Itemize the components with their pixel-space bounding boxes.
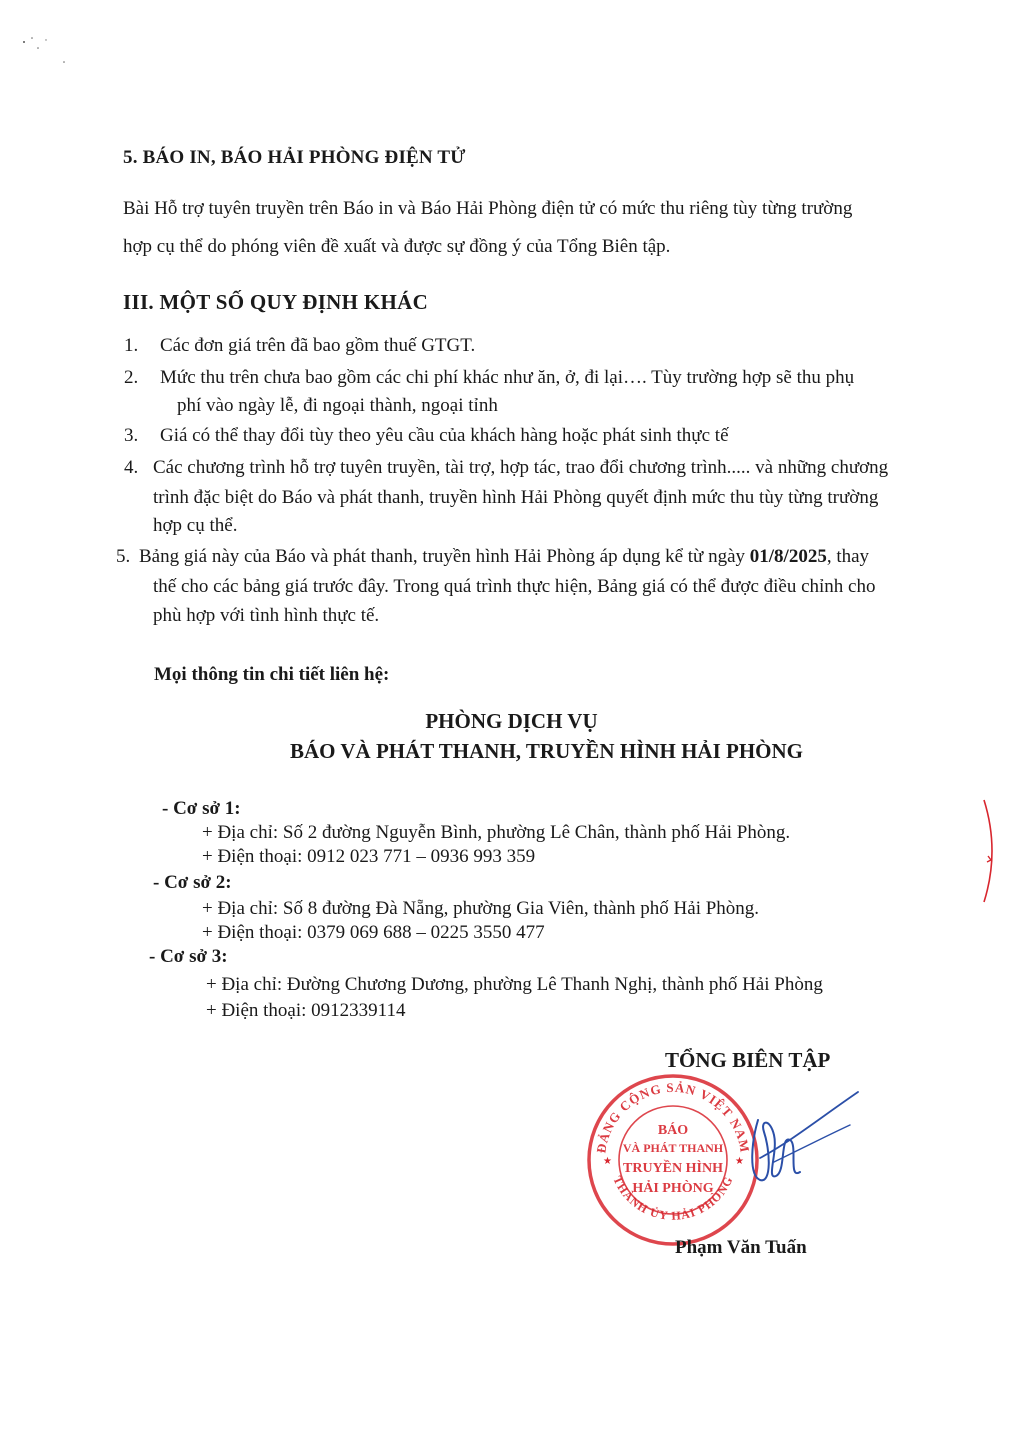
list-item-text: Các chương trình hỗ trợ tuyên truyền, tài trợ, hợp tác, trao đổi chương trình..... và những chương (153, 457, 889, 478)
section-5-line-2: hợp cụ thể do phóng viên đề xuất và được sự đồng ý của Tổng Biên tập. (123, 236, 671, 257)
effective-date: 01/8/2025 (749, 546, 827, 567)
list-item-text: phí vào ngày lễ, đi ngoại thành, ngoại tỉnh (177, 395, 498, 416)
contact-heading: Mọi thông tin chi tiết liên hệ: (154, 664, 390, 685)
site-label: - Cơ sở 3: (149, 946, 228, 967)
list-item-text: Mức thu trên chưa bao gồm các chi phí khác như ăn, ở, đi lại…. Tùy trường hợp sẽ thu phụ (160, 367, 855, 388)
section-5-line-1: Bài Hỗ trợ tuyên truyền trên Báo in và Báo Hải Phòng điện tử có mức thu riêng tùy từng trường (123, 198, 853, 219)
signer-name: Phạm Văn Tuấn (675, 1237, 807, 1258)
site-address: + Địa chỉ: Đường Chương Dương, phường Lê Thanh Nghị, thành phố Hải Phòng (206, 974, 823, 995)
list-item-text (139, 546, 869, 568)
list-item-text: phù hợp với tình hình thực tế. (153, 605, 380, 626)
handwritten-signature (700, 1080, 870, 1210)
list-item-number: 4. (124, 457, 139, 478)
svg-text:VÀ PHÁT THANH: VÀ PHÁT THANH (622, 1141, 724, 1155)
section-5-heading: 5. BÁO IN, BÁO HẢI PHÒNG ĐIỆN TỬ (123, 147, 466, 168)
list-item-number: 2. (124, 367, 139, 388)
svg-text:HẢI PHÒNG: HẢI PHÒNG (632, 1181, 714, 1196)
site-phone: + Điện thoại: 0912339114 (206, 1000, 406, 1021)
svg-text:THÀNH ỦY HẢI PHÒNG: THÀNH ỦY HẢI PHÒNG (610, 1173, 736, 1223)
section-3-heading: III. MỘT SỐ QUY ĐỊNH KHÁC (123, 290, 429, 314)
margin-mark (978, 796, 1008, 906)
signer-title: TỔNG BIÊN TẬP (665, 1048, 831, 1072)
site-phone: + Điện thoại: 0912 023 771 – 0936 993 359 (202, 846, 536, 867)
scan-specks (20, 34, 70, 74)
site-address: + Địa chỉ: Số 2 đường Nguyễn Bình, phường Lê Chân, thành phố Hải Phòng. (202, 822, 791, 843)
svg-text:ĐẢNG CỘNG SẢN VIỆT NAM: ĐẢNG CỘNG SẢN VIỆT NAM (593, 1079, 753, 1155)
site-phone: + Điện thoại: 0379 069 688 – 0225 3550 477 (202, 922, 545, 943)
svg-text:TRUYỀN HÌNH: TRUYỀN HÌNH (623, 1161, 723, 1176)
organization-title: BÁO VÀ PHÁT THANH, TRUYỀN HÌNH HẢI PHÒNG (289, 739, 803, 763)
list-item-text: hợp cụ thể. (153, 515, 238, 536)
list-item-number: 1. (124, 335, 139, 356)
list-item-text: thế cho các bảng giá trước đây. Trong quá trình thực hiện, Bảng giá có thể được điều chỉnh cho (153, 576, 876, 597)
site-label: - Cơ sở 1: (162, 798, 241, 819)
list-item-text: Các đơn giá trên đã bao gồm thuế GTGT. (160, 335, 476, 356)
list-item-text: Giá có thể thay đổi tùy theo yêu cầu của khách hàng hoặc phát sinh thực tế (160, 425, 729, 446)
list-item-text: trình đặc biệt do Báo và phát thanh, truyền hình Hải Phòng quyết định mức thu tùy từng trường (153, 487, 879, 508)
site-label: - Cơ sở 2: (153, 872, 232, 893)
svg-text:★: ★ (603, 1156, 612, 1167)
site-address: + Địa chỉ: Số 8 đường Đà Nẵng, phường Gia Viên, thành phố Hải Phòng. (202, 898, 760, 919)
svg-text:★: ★ (735, 1156, 744, 1167)
department-title: PHÒNG DỊCH VỤ (425, 709, 598, 733)
list-item-number: 5. (116, 546, 131, 567)
list-item-number: 3. (124, 425, 139, 446)
svg-text:BÁO: BÁO (657, 1123, 689, 1138)
list-item-text-part: , thay (826, 546, 870, 567)
list-item-text-part: Bảng giá này của Báo và phát thanh, truyền hình Hải Phòng áp dụng kể từ ngày (139, 546, 750, 567)
